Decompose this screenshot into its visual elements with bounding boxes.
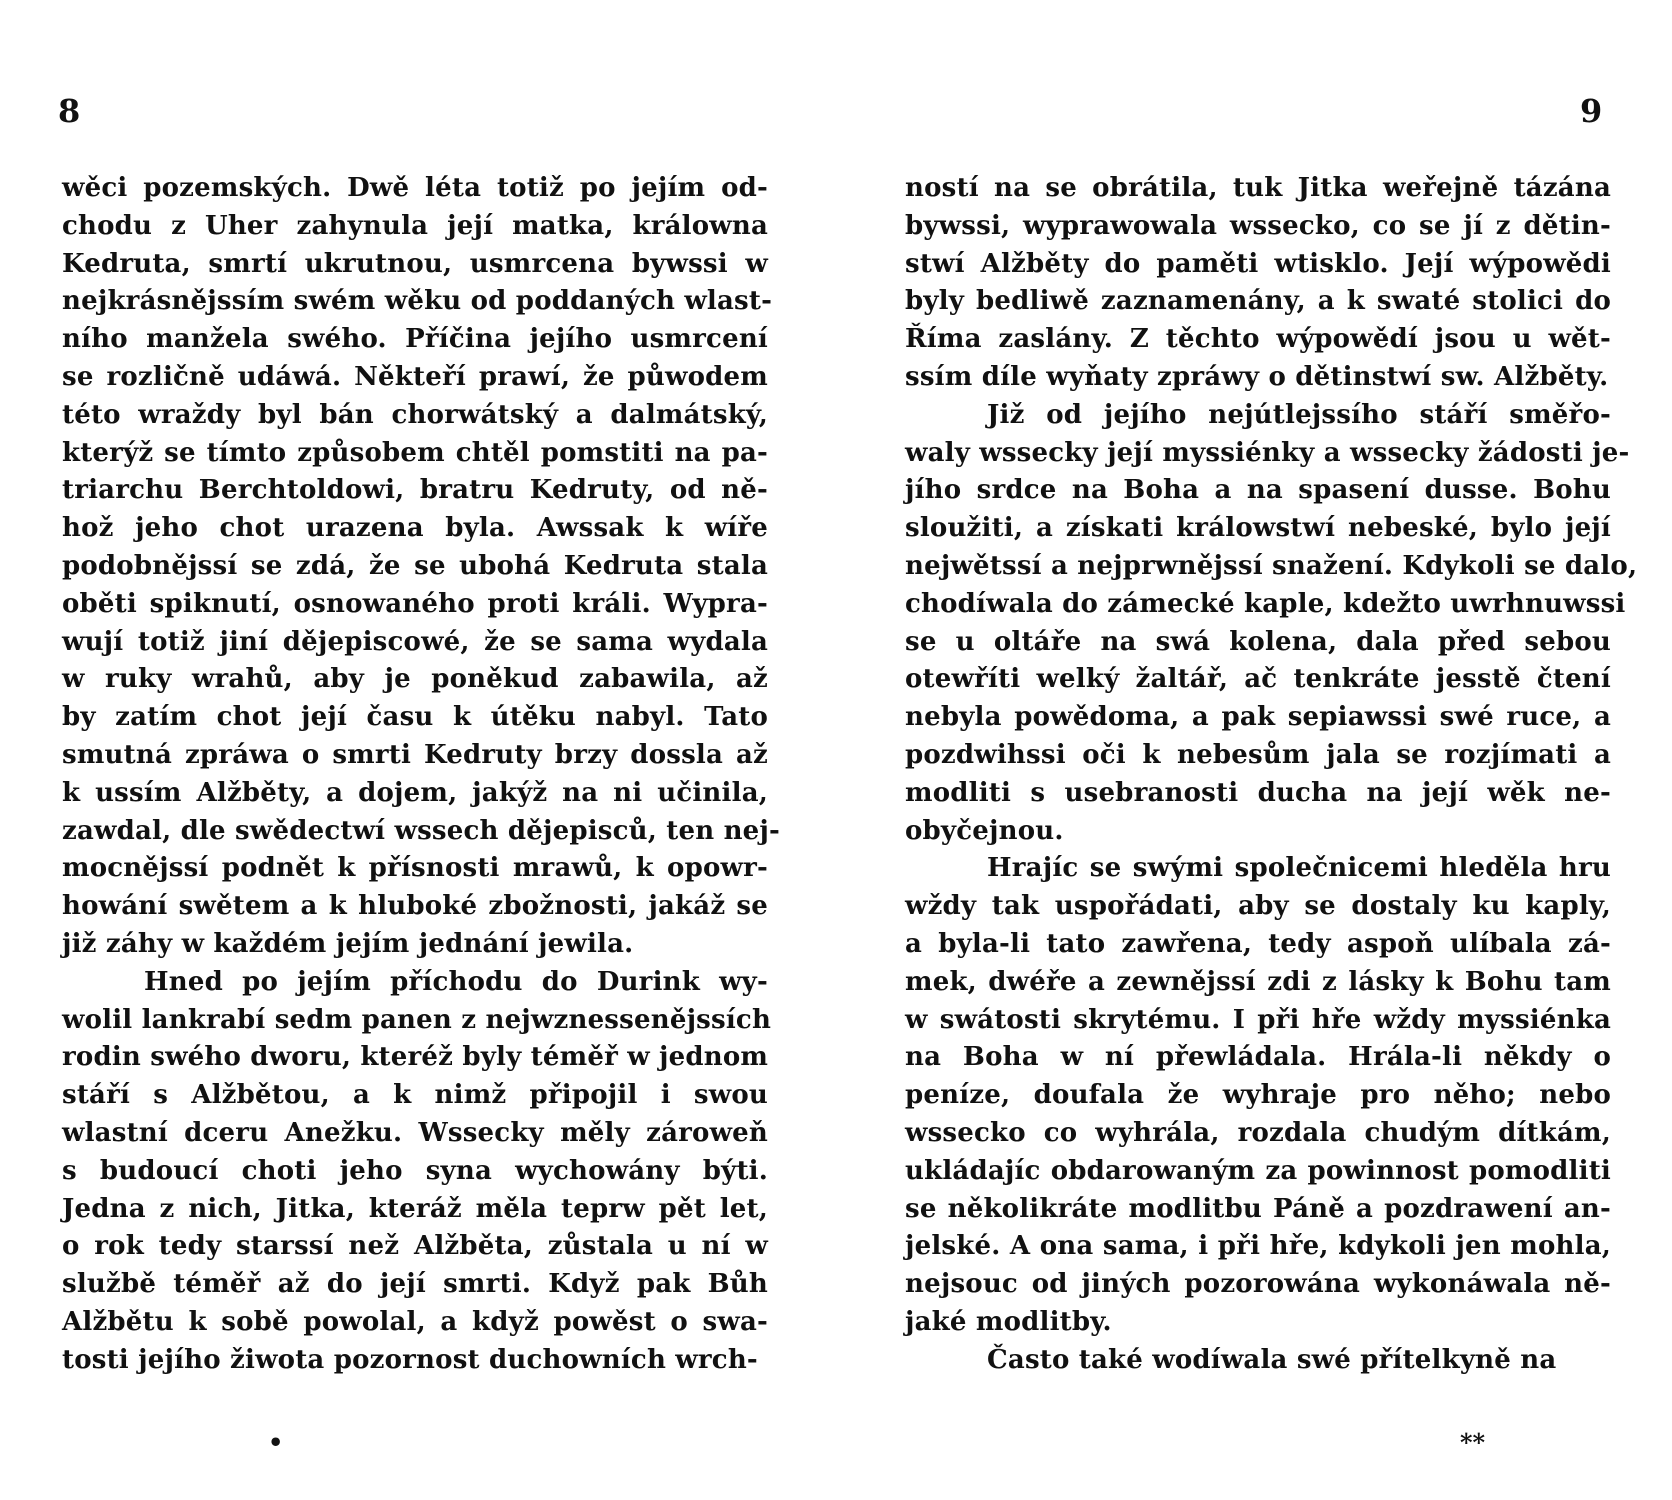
text-line: triarchu Berchtoldowi, bratru Kedruty, od ně- (62, 475, 768, 506)
text-line: byly bedliwě zaznamenány, a k swaté stolici do (905, 286, 1611, 317)
text-line: pozdwihssi oči k nebesům jala se rozjímati a (905, 739, 1611, 770)
text-line: by zatím chot její času k útěku nabyl. Tato (62, 702, 768, 733)
text-line: již záhy w každém jejím jednání jewila. (62, 928, 634, 959)
text-line: službě téměř až do její smrti. Když pak Bůh (62, 1269, 768, 1300)
text-line: nejwětssí a nejprwnějssí snažení. Kdykoli se dalo, (905, 550, 1638, 581)
text-line: chodíwala do zámecké kaple, kdežto uwrhnuwssi (905, 588, 1626, 619)
text-line: Jedna z nich, Jitka, kteráž měla teprw pět let, (62, 1193, 768, 1224)
text-line: stáří s Alžbětou, a k nimž připojil i swou (62, 1080, 768, 1111)
text-line: wlastní dceru Anežku. Wssecky měly zároweň (62, 1117, 768, 1148)
text-line: wěci pozemských. Dwě léta totiž po jejím od- (62, 173, 768, 203)
text-line: ssím díle wyňaty zpráwy o dětinstwí sw. Alžběty. (905, 361, 1609, 392)
text-line: wolil lankrabí sedm panen z nejwznessenějssích (62, 1004, 772, 1035)
page-number-right: 9 (1580, 92, 1603, 130)
text-line: ukládajíc obdarowaným za powinnost pomodliti (905, 1155, 1611, 1186)
text-line: Kedruta, smrtí ukrutnou, usmrcena bywssi w (62, 248, 768, 279)
text-line: na Boha w ní přewládala. Hrála-li někdy o (905, 1042, 1611, 1073)
text-line: mocnějssí podnět k přísnosti mrawů, k opowr- (62, 853, 768, 884)
text-line: Alžbětu k sobě powolal, a když powěst o swa- (62, 1306, 768, 1337)
text-line: bywssi, wyprawowala wssecko, co se jí z dětin- (905, 210, 1611, 241)
left-page-text (62, 170, 781, 1380)
text-line: této wraždy byl bán chorwátský a dalmátský, (62, 399, 768, 430)
text-line: hož jeho chot urazena byla. Awssak k wíře (62, 513, 768, 544)
text-line: w ruky wrahů, aby je poněkud zabawila, až (62, 664, 768, 695)
text-line: s budoucí choti jeho syna wychowány býti. (62, 1155, 768, 1186)
text-line: jího srdce na Boha a na spasení dusse. Bohu (905, 475, 1611, 506)
text-line: wují totiž jiní dějepiscowé, že se sama wydala (62, 626, 768, 657)
text-line: jelské. A ona sama, i při hře, kdykoli jen mohla, (905, 1231, 1611, 1262)
text-line: tosti jejího žiwota pozornost duchowních wrch- (62, 1344, 758, 1375)
text-line: mek, dwéře a zewnějssí zdi z lásky k Bohu tam (905, 966, 1611, 997)
text-line: ního manžela swého. Příčina jejího usmrcení (62, 324, 768, 355)
text-line: nebyla powědoma, a pak sepiawssi swé ruce, a (905, 702, 1611, 733)
text-line: w swátosti skrytému. I při hře wždy myssiénka (905, 1004, 1611, 1035)
text-line: Hrajíc se swými společnicemi hleděla hru (987, 853, 1611, 884)
text-line: otewříti welký žaltář, ač tenkráte jesstě čtení (905, 664, 1611, 695)
text-line: se u oltáře na swá kolena, dala před sebou (905, 626, 1611, 657)
text-line: peníze, doufala že wyhraje pro něho; nebo (905, 1080, 1611, 1111)
right-page-text (905, 170, 1638, 1380)
text-line: podobnějssí se zdá, že se ubohá Kedruta stala (62, 550, 768, 581)
text-line: wssecko co wyhrála, rozdala chudým dítkám, (905, 1117, 1611, 1148)
text-line: modliti s usebranosti ducha na její wěk ne- (905, 777, 1611, 808)
text-line: smutná zpráwa o smrti Kedruty brzy dossla až (62, 739, 768, 770)
text-line: k ussím Alžběty, a dojem, jakýž na ni učinila, (62, 777, 768, 808)
text-line: chodu z Uher zahynula její matka, králowna (62, 210, 768, 241)
text-line: oběti spiknutí, osnowaného proti králi. Wypra- (62, 588, 768, 619)
text-line: zawdal, dle swědectwí wssech dějepisců, ten nej- (62, 815, 781, 846)
text-line: rodin swého dworu, kteréž byly téměř w jednom (62, 1042, 769, 1073)
text-line: Říma zaslány. Z těchto wýpowědí jsou u wět- (905, 324, 1611, 355)
signature-mark-right: ** (1460, 1428, 1486, 1457)
text-line: se rozličně udáwá. Někteří prawí, že půwodem (62, 361, 768, 392)
text-line: Již od jejího nejútlejssího stáří směřo- (987, 399, 1611, 430)
text-line: jaké modlitby. (905, 1306, 1112, 1337)
text-line: kterýž se tímto způsobem chtěl pomstiti na pa- (62, 437, 768, 468)
text-line: Hned po jejím příchodu do Durink wy- (144, 966, 768, 997)
signature-mark-left: • (268, 1428, 284, 1457)
text-line: se několikráte modlitbu Páně a pozdrawení an- (905, 1193, 1611, 1224)
text-line: obyčejnou. (905, 815, 1064, 846)
text-line: sloužiti, a získati králowstwí nebeské, bylo její (905, 513, 1611, 544)
text-line: howání swětem a k hluboké zbožnosti, jakáž se (62, 891, 768, 922)
page-number-left: 8 (58, 92, 81, 130)
text-line: nejsouc od jiných pozorowána wykonáwala ně- (905, 1269, 1611, 1300)
text-line: o rok tedy starssí než Alžběta, zůstala u ní w (62, 1231, 768, 1262)
text-line: ností na se obrátila, tuk Jitka weřejně tázána (905, 173, 1611, 203)
text-line: a byla-li tato zawřena, tedy aspoň ulíbala zá- (905, 928, 1611, 959)
text-line: waly wssecky její myssiénky a wssecky žádosti je- (905, 437, 1630, 468)
text-line: stwí Alžběty do paměti wtisklo. Její wýpowědi (905, 248, 1611, 279)
text-line: wždy tak uspořádati, aby se dostaly ku kaply, (905, 891, 1611, 922)
text-line: nejkrásnějssím swém wěku od poddaných wlast- (62, 286, 773, 317)
text-line: Často také wodíwala swé přítelkyně na (987, 1344, 1557, 1375)
